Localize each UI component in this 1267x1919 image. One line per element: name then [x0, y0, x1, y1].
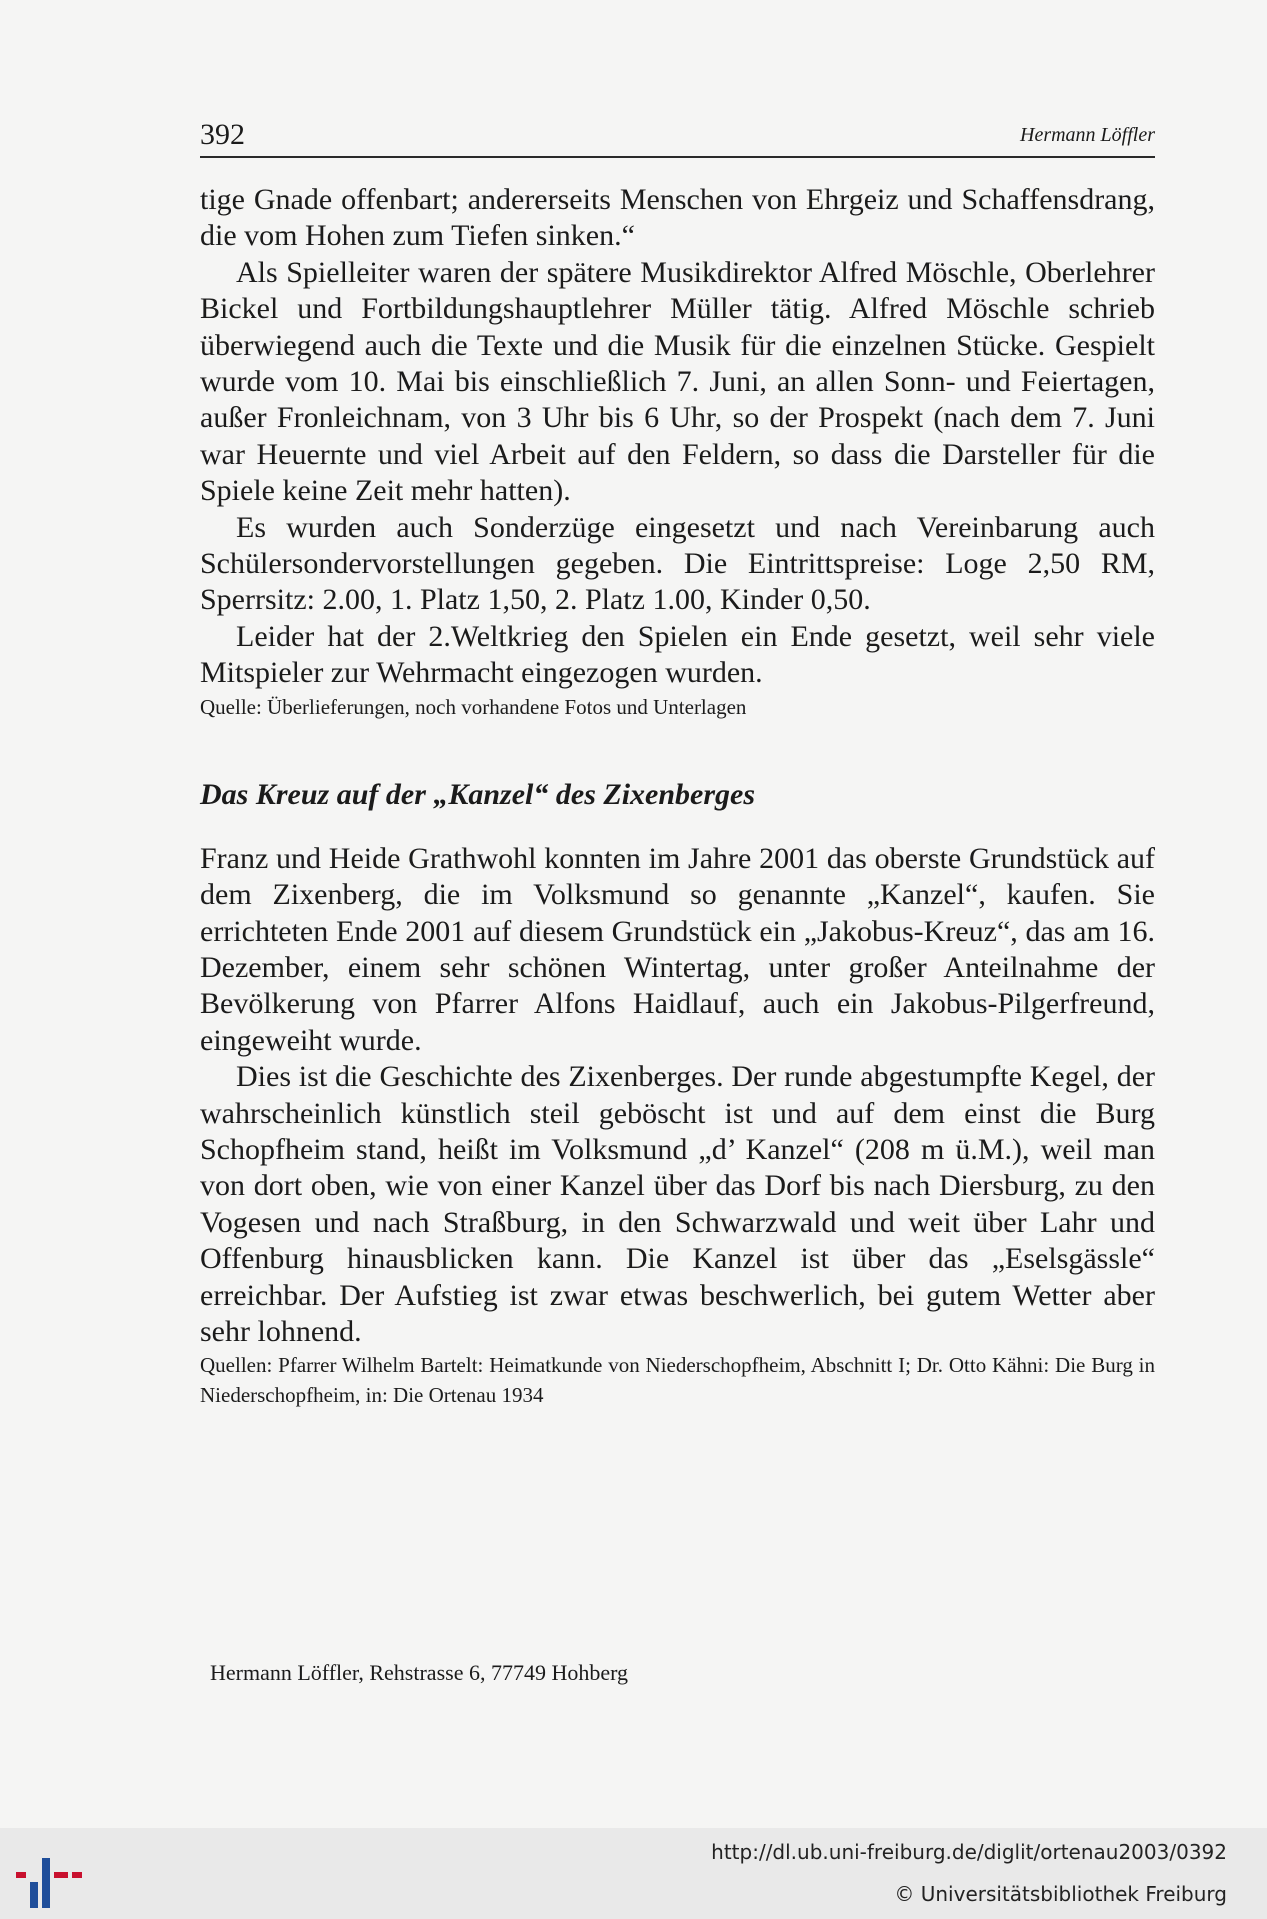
paragraph: Als Spielleiter waren der spätere Musikdirektor Alfred Möschle, Oberlehrer Bickel und Fortbildungshauptlehrer Müller tätig. Alfred Möschle schrieb überwiegend auch die Texte und die Musik für die einzelnen Stücke. Gespielt wurde vom 10. Mai bis einschließlich 7. Juni, an allen Sonn- und Feiertagen, außer Fronleichnam, von 3 Uhr bis 6 Uhr, so der Prospekt (nach dem 7. Juni war Heuernte und viel Arbeit auf den Feldern, so dass die Darsteller für die Spiele keine Zeit mehr hatten).	[200, 255, 1155, 508]
paragraph: Es wurden auch Sonderzüge eingesetzt und nach Vereinbarung auch Schülersondervorstellungen gegeben. Die Eintrittspreise: Loge 2,50 RM, Sperrsitz: 2.00, 1. Platz 1,50, 2. Platz 1.00, Kinder 0,50.	[200, 510, 1155, 617]
footer-copyright: © Universitätsbibliothek Freiburg	[894, 1882, 1227, 1906]
paragraph: tige Gnade offenbart; andererseits Menschen von Ehrgeiz und Schaffensdrang, die vom Hohen zum Tiefen sinken.“	[200, 183, 1155, 253]
paragraph: Leider hat der 2.Weltkrieg den Spielen ein Ende gesetzt, weil sehr viele Mitspieler zur Wehrmacht eingezogen wurden.	[200, 619, 1155, 690]
author-address: Hermann Löffler, Rehstrasse 6, 77749 Hohberg	[210, 1660, 629, 1685]
paragraph: Dies ist die Geschichte des Zixenberges. Der runde abgestumpfte Kegel, der wahrscheinlich künstlich steil geböscht ist und auf dem einst die Burg Schopfheim stand, heißt im Volksmund „d’ Kanzel“ (208 m ü.M.), weil man von dort oben, wie von einer Kanzel über das Dorf bis nach Diersburg, zu den Vogesen und nach Straßburg, in den Schwarzwald und weit über Lahr und Offenburg hinausblicken kann. Die Kanzel ist über das „Eselsgässle“ erreichbar. Der Aufstieg ist zwar etwas beschwerlich, bei gutem Wetter aber sehr lohnend.	[200, 1060, 1155, 1348]
footer-url-link[interactable]: http://dl.ub.uni-freiburg.de/diglit/ortenau2003/0392	[711, 1840, 1227, 1864]
source-note: Quelle: Überlieferungen, noch vorhandene Fotos und Unterlagen	[200, 694, 747, 719]
header-divider	[200, 156, 1155, 158]
main-text	[200, 182, 1155, 1410]
page-number: 392	[200, 118, 245, 151]
ub-freiburg-logo-icon	[14, 1858, 84, 1908]
page-header	[200, 118, 1155, 158]
source-note: Quellen: Pfarrer Wilhelm Bartelt: Heimatkunde von Niederschopfheim, Abschnitt I; Dr. Otto Kähni: Die Burg in Niederschopfheim, in: Die Ortenau 1934	[200, 1353, 1155, 1408]
running-head: Hermann Löffler	[1020, 124, 1155, 146]
paragraph: Franz und Heide Grathwohl konnten im Jahre 2001 das oberste Grundstück auf dem Zixenberg, die im Volksmund so genannte „Kanzel“, kaufen. Sie errichteten Ende 2001 auf diesem Grundstück ein „Jakobus-Kreuz“, das am 16. Dezember, einem sehr schönen Wintertag, unter großer Anteilnahme der Bevölkerung von Pfarrer Alfons Haidlauf, auch ein Jakobus-Pilgerfreund, eingeweiht wurde.	[200, 841, 1155, 1057]
footer-bar	[0, 1828, 1267, 1919]
section-title: Das Kreuz auf der „Kanzel“ des Zixenberges	[200, 777, 756, 811]
